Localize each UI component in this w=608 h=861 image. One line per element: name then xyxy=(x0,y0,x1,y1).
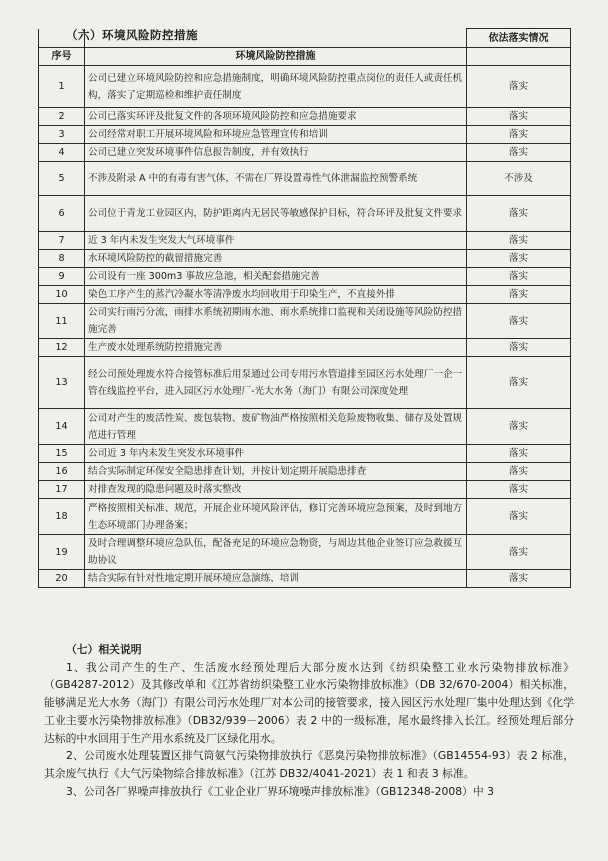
row-measure: 及时合理调整环境应急队伍，配备充足的环境应急物资，与周边其他企业签订应急救援互助协议 xyxy=(85,535,467,570)
notes-section xyxy=(44,641,574,800)
row-number: 9 xyxy=(39,268,85,286)
row-status: 落实 xyxy=(467,463,571,481)
row-number: 16 xyxy=(39,463,85,481)
table-row xyxy=(39,304,571,339)
row-measure: 公司实行雨污分流，雨排水系统初期雨水池、雨水系统排口监视和关闭设施等风险防控措施完善 xyxy=(85,304,467,339)
section-title: （六）环境风险防控措施 xyxy=(66,28,198,42)
row-measure: 生产废水处理系统防控措施完善 xyxy=(85,339,467,357)
row-status: 落实 xyxy=(467,144,571,162)
row-status: 落实 xyxy=(467,196,571,232)
row-measure: 严格按照相关标准、规范，开展企业环境风险评估，修订完善环境应急预案，及时到地方生态环境部门办理备案； xyxy=(85,499,467,535)
row-number: 7 xyxy=(39,232,85,250)
row-number: 20 xyxy=(39,570,85,588)
row-status: 落实 xyxy=(467,481,571,499)
row-status: 落实 xyxy=(467,570,571,588)
row-status: 落实 xyxy=(467,126,571,144)
row-number: 6 xyxy=(39,196,85,232)
row-number: 4 xyxy=(39,144,85,162)
table-row xyxy=(39,66,571,108)
table-row xyxy=(39,126,571,144)
row-number: 19 xyxy=(39,535,85,570)
table-row xyxy=(39,409,571,445)
row-measure: 公司近 3 年内未发生突发水环境事件 xyxy=(85,445,467,463)
row-number: 18 xyxy=(39,499,85,535)
row-measure: 结合实际制定环保安全隐患排查计划，并按计划定期开展隐患排查 xyxy=(85,463,467,481)
row-measure: 公司已建立环境风险防控和应急措施制度，明确环境风险防控重点岗位的责任人或责任机构，落实了定期巡检和维护责任制度 xyxy=(85,66,467,108)
row-status: 不涉及 xyxy=(467,162,571,196)
table-row xyxy=(39,286,571,304)
table-row xyxy=(39,570,571,588)
header-measure: 环境风险防控措施 xyxy=(85,48,467,66)
row-measure: 公司位于青龙工业园区内，防护距离内无居民等敏感保护目标，符合环评及批复文件要求 xyxy=(85,196,467,232)
row-status: 落实 xyxy=(467,409,571,445)
row-number: 1 xyxy=(39,66,85,108)
row-measure: 染色工序产生的蒸汽冷凝水等清净废水均回收用于印染生产，不直接外排 xyxy=(85,286,467,304)
risk-measures-table xyxy=(38,28,571,588)
row-status: 落实 xyxy=(467,357,571,409)
table-row xyxy=(39,357,571,409)
note-paragraph: 3、公司各厂界噪声排放执行《工业企业厂界环境噪声排放标准》（GB12348-2008）中 3 xyxy=(66,784,494,798)
table-row xyxy=(39,250,571,268)
table-row xyxy=(39,535,571,570)
row-measure: 近 3 年内未发生突发大气环境事件 xyxy=(85,232,467,250)
row-status: 落实 xyxy=(467,232,571,250)
table-row xyxy=(39,463,571,481)
row-status: 落实 xyxy=(467,304,571,339)
row-measure: 不涉及附录 A 中的有毒有害气体，不需在厂界设置毒性气体泄漏监控预警系统 xyxy=(85,162,467,196)
table-row xyxy=(39,445,571,463)
row-status: 落实 xyxy=(467,499,571,535)
row-status: 落实 xyxy=(467,108,571,126)
row-number: 14 xyxy=(39,409,85,445)
row-measure: 公司经常对职工开展环境风险和环境应急管理宣传和培训 xyxy=(85,126,467,144)
row-number: 13 xyxy=(39,357,85,409)
table-row xyxy=(39,499,571,535)
note-paragraph: 2、公司废水处理装置区排气筒氨气污染物排放执行《恶臭污染物排放标准》（GB14554-93）表 2 标准，其余废气执行《大气污染物综合排放标准》（江苏 DB32/4041-2021）表 1 和表 3 标准。 xyxy=(44,749,574,780)
row-measure: 水环境风险防控的截留措施完善 xyxy=(85,250,467,268)
row-status: 落实 xyxy=(467,250,571,268)
row-number: 2 xyxy=(39,108,85,126)
row-status: 落实 xyxy=(467,286,571,304)
notes-heading: （七）相关说明 xyxy=(66,643,142,656)
row-measure: 公司对产生的废活性炭、废包装物、废矿物油严格按照相关危险废物收集、储存及处置规范进行管理 xyxy=(85,409,467,445)
row-status: 落实 xyxy=(467,268,571,286)
row-measure: 公司已建立突发环境事件信息报告制度，并有效执行 xyxy=(85,144,467,162)
table-row xyxy=(39,108,571,126)
table-row xyxy=(39,481,571,499)
row-number: 15 xyxy=(39,445,85,463)
row-measure: 对排查发现的隐患问题及时落实整改 xyxy=(85,481,467,499)
header-status: 依法落实情况 xyxy=(467,29,571,48)
table-row xyxy=(39,144,571,162)
row-measure: 公司设有一座 300m3 事故应急池，相关配套措施完善 xyxy=(85,268,467,286)
table-row xyxy=(39,339,571,357)
row-measure: 经公司预处理废水符合接管标准后用泵通过公司专用污水管道排至园区污水处理厂一企一管在线监控平台，进入园区污水处理厂-光大水务（海门）有限公司深度处理 xyxy=(85,357,467,409)
row-measure: 公司已落实环评及批复文件的各项环境风险防控和应急措施要求 xyxy=(85,108,467,126)
row-status: 落实 xyxy=(467,339,571,357)
table-row xyxy=(39,232,571,250)
row-number: 8 xyxy=(39,250,85,268)
row-number: 10 xyxy=(39,286,85,304)
row-number: 11 xyxy=(39,304,85,339)
header-no: 序号 xyxy=(39,48,85,66)
table-row xyxy=(39,196,571,232)
row-number: 17 xyxy=(39,481,85,499)
row-status: 落实 xyxy=(467,445,571,463)
row-number: 12 xyxy=(39,339,85,357)
row-measure: 结合实际有针对性地定期开展环境应急演练、培训 xyxy=(85,570,467,588)
note-paragraph: 1、我公司产生的生产、生活废水经预处理后大部分废水达到《纺织染整工业水污染物排放标准》（GB4287-2012）及其修改单和《江苏省纺织染整工业水污染物排放标准》（DB 32/670-2004）相关标准，能够满足光大水务（海门）有限公司污水处理厂对本公司的接管要求，接入园区污水处理厂集中处理达到《化学工业主要水污染物排放标准》（DB32/939－2006）表 2 中的一级标准，尾水最终排入长江。经预处理后部分达标的中水回用于生产用水系统及厂区绿化用水。 xyxy=(44,660,574,745)
row-number: 5 xyxy=(39,162,85,196)
row-status: 落实 xyxy=(467,535,571,570)
table-row xyxy=(39,162,571,196)
table-row xyxy=(39,268,571,286)
row-status: 落实 xyxy=(467,66,571,108)
row-number: 3 xyxy=(39,126,85,144)
